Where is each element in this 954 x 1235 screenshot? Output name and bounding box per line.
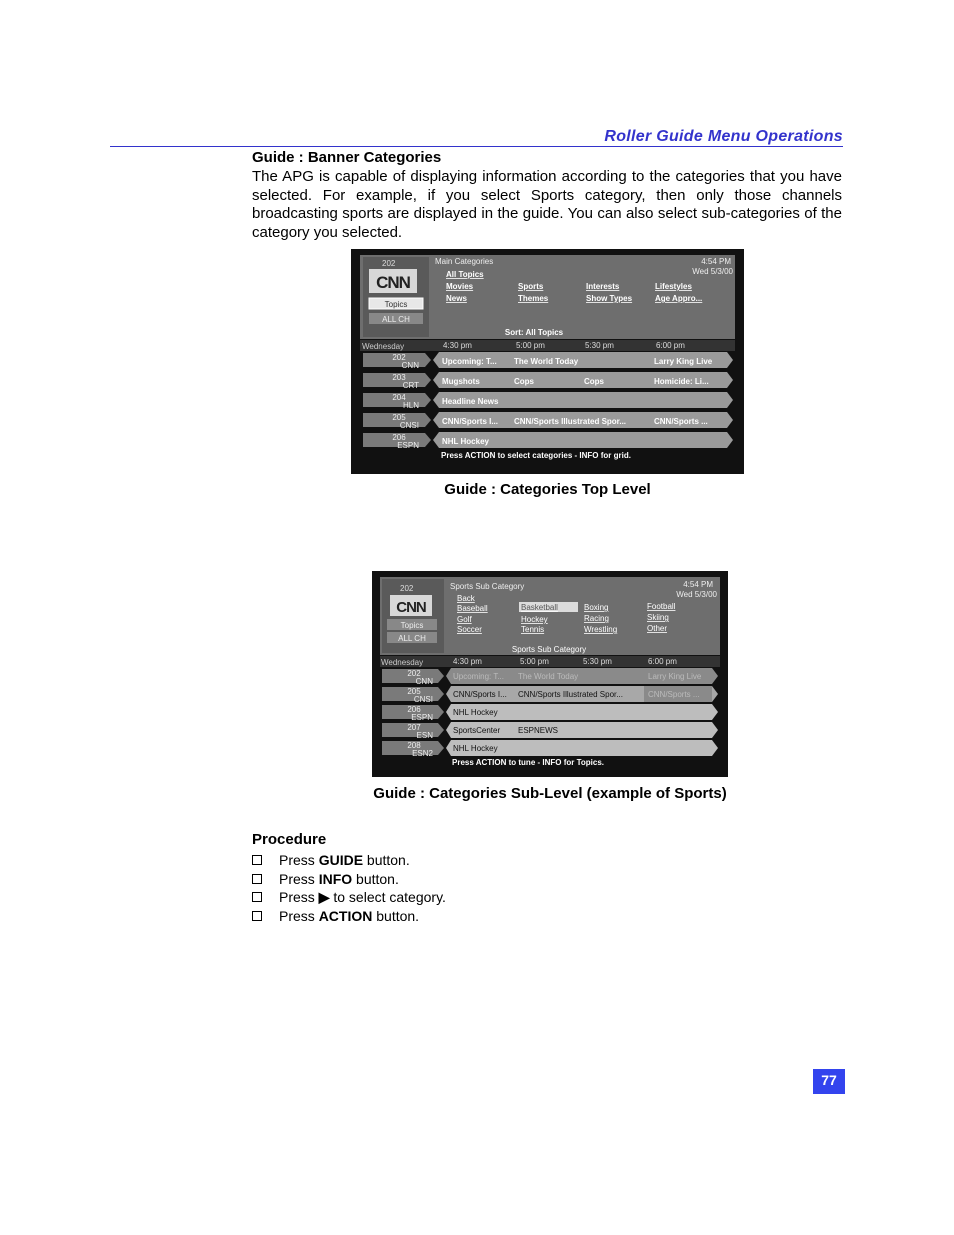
row-channel-num: 204 (392, 393, 406, 402)
topics-button-label: Topics (400, 621, 424, 630)
figure-caption-top-level: Guide : Categories Top Level (444, 481, 651, 498)
category-item[interactable]: News (446, 294, 467, 303)
category-item[interactable]: Age Appro... (655, 294, 703, 303)
figure-caption-sub-level: Guide : Categories Sub-Level (example of Sports) (373, 785, 727, 802)
row-callsign: CNSI (413, 695, 433, 704)
guide-row[interactable] (363, 392, 733, 410)
program-cell[interactable]: CNN/Sports ... (648, 690, 700, 699)
step-text: button. (363, 852, 410, 868)
time-slot: 5:30 pm (585, 341, 614, 350)
row-callsign: ESPN (397, 441, 419, 450)
step-text: Press (279, 852, 319, 868)
guide-row[interactable] (363, 412, 733, 430)
category-item[interactable]: Lifestyles (655, 282, 692, 291)
subcategory-item[interactable]: Skiing (647, 613, 669, 622)
clock-time: 4:54 PM (701, 257, 731, 266)
guide-row[interactable] (363, 352, 733, 370)
step-text: to select category. (329, 889, 446, 906)
row-callsign: ESPN (411, 713, 433, 722)
clock-date: Wed 5/3/00 (676, 590, 717, 599)
program-cell[interactable]: CNN/Sports Illustrated Spor... (514, 417, 627, 426)
time-slot: 4:30 pm (443, 341, 472, 350)
step-text: Press (279, 908, 319, 925)
screen-footer: Press ACTION to select categories - INFO for grid. (441, 451, 631, 460)
procedure-step (252, 851, 446, 870)
program-cell[interactable]: Cops (584, 377, 604, 386)
subcategory-item[interactable]: Soccer (457, 625, 482, 634)
guide-row[interactable] (363, 432, 733, 450)
category-item[interactable]: Themes (518, 294, 549, 303)
time-slot: 4:30 pm (453, 657, 482, 666)
row-callsign: ESN2 (412, 749, 433, 758)
guide-screenshot-sub-level (372, 571, 728, 777)
guide-screen-svg (351, 249, 744, 474)
guide-screen-svg (372, 571, 728, 777)
program-cell[interactable]: CNN/Sports I... (453, 690, 507, 699)
row-callsign: CRT (402, 381, 419, 390)
running-header: Roller Guide Menu Operations (604, 128, 843, 145)
subcategory-item[interactable]: Football (647, 602, 676, 611)
time-slot: 5:00 pm (516, 341, 545, 350)
clock-date: Wed 5/3/00 (692, 267, 733, 276)
subcategory-item[interactable]: Other (647, 624, 668, 633)
program-cell[interactable]: Upcoming: T... (453, 672, 504, 681)
program-cell[interactable]: ESPNEWS (518, 726, 559, 735)
row-channel-num: 202 (407, 669, 421, 678)
procedure-heading: Procedure (252, 831, 327, 848)
checkbox-icon (252, 874, 262, 884)
clock-time: 4:54 PM (683, 580, 713, 589)
category-item[interactable]: Show Types (586, 294, 633, 303)
category-item[interactable]: Interests (586, 282, 620, 291)
row-callsign: HLN (402, 401, 419, 410)
header-rule (110, 146, 843, 147)
subcategory-item[interactable]: Back (457, 594, 475, 603)
program-cell[interactable]: CNN/Sports I... (442, 417, 499, 426)
row-channel-num: 206 (407, 705, 421, 714)
program-cell[interactable]: Cops (514, 377, 534, 386)
step-text: button. (372, 908, 420, 925)
category-item[interactable]: Sports (518, 282, 544, 291)
step-text: button. (352, 870, 399, 887)
checkbox-icon (252, 892, 262, 902)
program-cell[interactable]: CNN/Sports Illustrated Spor... (518, 690, 623, 699)
row-channel-num: 206 (392, 433, 406, 442)
row-channel-num: 208 (407, 741, 421, 750)
subcategory-item[interactable]: Racing (584, 614, 609, 623)
time-slot: 5:30 pm (583, 657, 612, 666)
guide-row[interactable] (382, 668, 718, 686)
topics-button-label: Topics (384, 300, 408, 309)
cnn-logo-text: CNN (396, 599, 426, 616)
row-channel-num: 205 (407, 687, 421, 696)
allch-button-label: ALL CH (382, 315, 410, 324)
guide-row[interactable] (382, 704, 718, 722)
program-cell[interactable]: Headline News (442, 397, 499, 406)
category-item[interactable]: All Topics (446, 270, 484, 279)
step-text: Press (279, 870, 319, 887)
procedure-step (252, 907, 446, 926)
guide-screenshot-top-level (351, 249, 744, 474)
subcategory-item[interactable]: Golf (457, 615, 472, 624)
row-channel-num: 207 (407, 723, 421, 732)
row-channel-num: 205 (392, 413, 406, 422)
step-key: ACTION (318, 908, 373, 925)
guide-row[interactable] (363, 372, 733, 390)
day-label: Wednesday (362, 342, 405, 351)
subcategory-item[interactable]: Boxing (584, 603, 609, 612)
subcategory-item[interactable]: Tennis (521, 625, 545, 634)
subcategory-item[interactable]: Baseball (457, 604, 488, 613)
time-slot: 6:00 pm (648, 657, 677, 666)
row-callsign: ESN (416, 731, 433, 740)
program-cell[interactable]: Homicide: Li... (654, 377, 709, 386)
guide-row[interactable] (382, 686, 718, 704)
screen-footer: Press ACTION to tune - INFO for Topics. (452, 758, 605, 767)
program-cell[interactable]: NHL Hockey (453, 744, 498, 753)
panel-title: Main Categories (435, 257, 494, 266)
channel-number: 202 (400, 584, 414, 593)
sort-label: Sports Sub Category (511, 645, 587, 654)
row-channel-num: 202 (392, 353, 406, 362)
subcategory-item[interactable]: Wrestling (584, 625, 618, 634)
cnn-logo-text: CNN (376, 273, 410, 292)
allch-button-label: ALL CH (398, 634, 426, 643)
checkbox-icon (252, 855, 262, 865)
section-body: The APG is capable of displaying information according to the categories that you have selected. For example, if you select Sports category, then only those channels broadcasting sports are displayed in the guide. You can also select sub-categories of the category you selected. (252, 168, 842, 242)
time-slot: 5:00 pm (520, 657, 549, 666)
day-label: Wednesday (381, 658, 424, 667)
right-arrow-icon: ▶ (318, 889, 330, 906)
guide-row[interactable] (382, 722, 718, 740)
program-cell[interactable]: Upcoming: T... (442, 357, 497, 366)
page-number: 77 (813, 1069, 845, 1094)
guide-row[interactable] (382, 740, 718, 758)
subcategory-item[interactable]: Hockey (521, 615, 548, 624)
category-item[interactable]: Movies (446, 282, 474, 291)
row-channel-num: 203 (392, 373, 406, 382)
section-heading: Guide : Banner Categories (252, 149, 442, 166)
channel-number: 202 (382, 259, 396, 268)
checkbox-icon (252, 911, 262, 921)
program-cell[interactable]: Larry King Live (654, 357, 713, 366)
panel-title: Sports Sub Category (450, 582, 525, 591)
subcategory-item[interactable]: Basketball (521, 603, 558, 612)
procedure-list (252, 851, 446, 926)
program-cell[interactable]: Mugshots (442, 377, 480, 386)
step-text: Press (279, 889, 319, 906)
program-cell[interactable]: NHL Hockey (453, 708, 498, 717)
step-key: INFO (318, 870, 353, 887)
row-callsign: CNSI (399, 421, 419, 430)
sort-label: Sort: All Topics (504, 328, 564, 337)
time-slot: 6:00 pm (656, 341, 685, 350)
procedure-step (252, 888, 446, 907)
program-cell[interactable]: CNN/Sports ... (654, 417, 708, 426)
procedure-step (252, 870, 446, 889)
step-key: GUIDE (318, 852, 364, 868)
row-callsign: CNN (401, 361, 419, 370)
program-cell[interactable]: The World Today (518, 672, 579, 681)
program-cell[interactable]: Larry King Live (648, 672, 702, 681)
program-cell[interactable]: NHL Hockey (442, 437, 489, 446)
program-cell[interactable]: SportsCenter (453, 726, 501, 735)
program-cell[interactable]: The World Today (514, 357, 579, 366)
row-callsign: CNN (415, 677, 433, 686)
